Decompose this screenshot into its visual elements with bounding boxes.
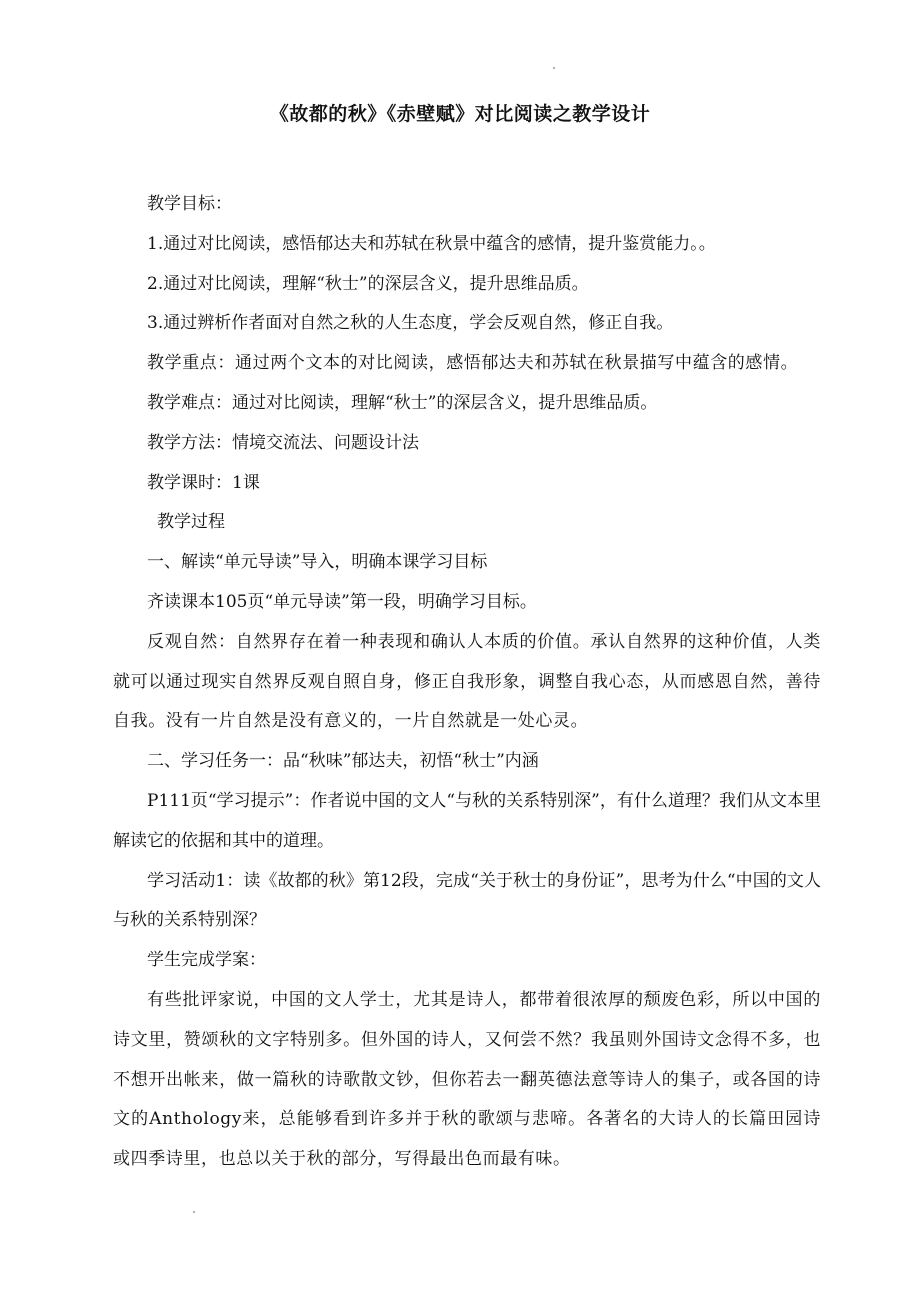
document-title: 《故都的秋》《赤壁赋》对比阅读之教学设计 (269, 103, 651, 125)
document-body (113, 185, 821, 1180)
paragraph-section-1-heading: 一、解读“单元导读”导入，明确本课学习目标 (147, 552, 488, 573)
paragraph-activity-1: 学习活动1：读《故都的秋》第12段，完成“关于秋士的身份证”，思考为什么“中国的文人与秋的关系特别深？ (113, 870, 821, 931)
paragraph-goal-3: 3.通过辨析作者面对自然之秋的人生态度，学会反观自然，修正自我。 (147, 313, 674, 334)
paragraph-teaching-goals-heading: 教学目标： (147, 194, 232, 214)
paragraph-learning-tip: P111页“学习提示”：作者说中国的文人“与秋的关系特别深”，有什么道理？我们从文本里解读它的依据和其中的道理。 (113, 790, 821, 851)
paragraph-key-points: 教学重点：通过两个文本的对比阅读，感悟郁达夫和苏轼在秋景描写中蕴含的感情。 (147, 353, 799, 374)
paragraph-read-aloud: 齐读课本105页“单元导读”第一段，明确学习目标。 (147, 591, 537, 612)
paragraph-methods: 教学方法：情境交流法、问题设计法 (147, 432, 419, 453)
scan-speck (193, 1211, 195, 1213)
paragraph-reflect-nature: 反观自然：自然界存在着一种表现和确认人本质的价值。承认自然界的这种价值，人类就可以通过现实自然界反观自照自身，修正自我形象，调整自我心态，从而感恩自然，善待自我。没有一片自然是没有意义的，一片自然就是一处心灵。 (113, 631, 821, 732)
paragraph-quoted-excerpt: 有些批评家说，中国的文人学士，尤其是诗人，都带着很浓厚的颓废色彩，所以中国的诗文里，赞颂秋的文字特别多。但外国的诗人，又何尝不然？我虽则外国诗文念得不多，也不想开出帐来，做一篇秋的诗歌散文钞，但你若去一翻英德法意等诗人的集子，或各国的诗文的Anthology来，总能够看到许多并于秋的歌颂与悲啼。各著名的大诗人的长篇田园诗或四季诗里，也总以关于秋的部分，写得最出色而最有味。 (113, 989, 821, 1170)
paragraph-goal-2: 2.通过对比阅读，理解“秋士”的深层含义，提升思维品质。 (147, 273, 589, 294)
paragraph-process-heading: 教学过程 (157, 512, 225, 533)
paragraph-difficulties: 教学难点：通过对比阅读，理解“秋士”的深层含义，提升思维品质。 (147, 392, 658, 413)
paragraph-goal-1: 1.通过对比阅读，感悟郁达夫和苏轼在秋景中蕴含的感情，提升鉴赏能力。。 (147, 233, 716, 254)
scan-speck (553, 67, 555, 69)
paragraph-section-2-heading: 二、学习任务一：品“秋味”郁达夫，初悟“秋士”内涵 (147, 751, 539, 772)
paragraph-students-complete: 学生完成学案： (147, 950, 266, 971)
paragraph-class-hours: 教学课时：1课 (147, 472, 260, 493)
